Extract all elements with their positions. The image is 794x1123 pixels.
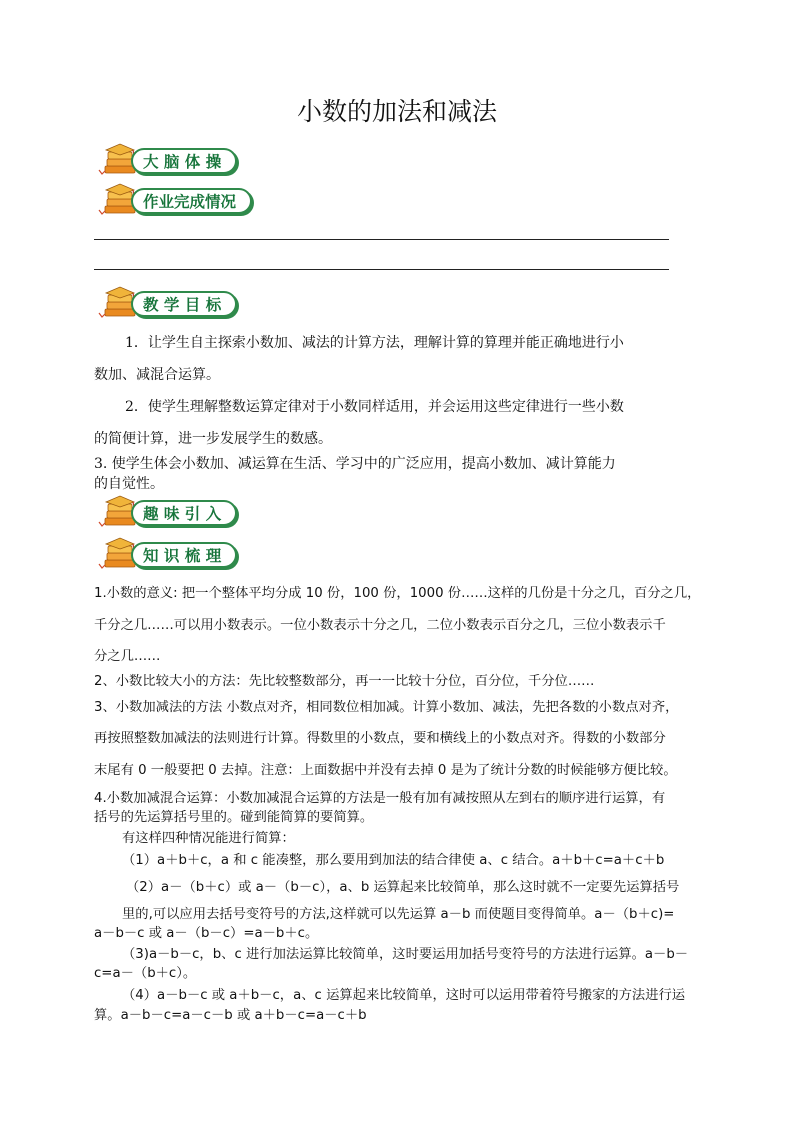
knowledge-2: 2、小数比较大小的方法：先比较整数部分，再一一比较十分位，百分位，千分位…… <box>94 674 595 689</box>
knowledge-4-line-2: 括号的先运算括号里的。碰到能简算的要简算。 <box>94 810 374 825</box>
case-3-line-2: c=a－（b＋c）。 <box>94 966 197 981</box>
case-4-line-1: （4）a－b－c 或 a＋b－c，a、c 运算起来比较简单，这时可以运用带着符号搬家的方法进行运 <box>122 988 686 1003</box>
goal-3-line-1: 3. 使学生体会小数加、减运算在生活、学习中的广泛应用，提高小数加、减计算能力 <box>94 456 616 472</box>
goal-1-line-2: 数加、减混合运算。 <box>94 367 220 383</box>
answer-line <box>94 269 669 270</box>
goal-1-line-1: 1．让学生自主探索小数加、减法的计算方法，理解计算的算理并能正确地进行小 <box>125 335 624 351</box>
case-2-line-1: （2）a－（b＋c）或 a－（b－c），a、b 运算起来比较简单，那么这时就不一定要先运算括号 <box>126 880 680 895</box>
section-title-goals: 教 学 目 标 <box>143 296 222 314</box>
goal-2-line-1: 2．使学生理解整数运算定律对于小数同样适用，并会运用这些定律进行一些小数 <box>125 399 624 415</box>
case-2-line-2: 里的,可以应用去括号变符号的方法,这样就可以先运算 a－b 而使题目变得简单。a－（b＋c)= <box>122 907 675 922</box>
knowledge-3-line-3: 末尾有 0 一般要把 0 去掉。注意：上面数据中并没有去掉 0 是为了统计分数的时候能够方便比较。 <box>94 763 677 778</box>
knowledge-3-line-2: 再按照整数加减法的法则进行计算。得数里的小数点，要和横线上的小数点对齐。得数的小数部分 <box>94 731 666 746</box>
section-title-homework: 作业完成情况 <box>143 193 237 211</box>
section-title-intro: 趣 味 引 入 <box>143 505 222 523</box>
knowledge-1-line-1: 1.小数的意义: 把一个整体平均分成 10 份，100 份，1000 份……这样的几份是十分之几，百分之几， <box>94 586 701 601</box>
case-3-line-1: （3)a－b－c，b、c 进行加法运算比较简单，这时要运用加括号变符号的方法进行运算。a－b－ <box>122 947 689 962</box>
case-1: （1）a＋b＋c，a 和 c 能凑整，那么要用到加法的结合律使 a、c 结合。a＋b＋c=a＋c＋b <box>122 853 665 868</box>
knowledge-1-line-2: 千分之几……可以用小数表示。一位小数表示十分之几，二位小数表示百分之几，三位小数表示千 <box>94 618 666 633</box>
case-2-line-3: a－b－c 或 a－（b－c）=a－b＋c。 <box>94 926 319 941</box>
knowledge-3-line-1: 3、小数加减法的方法 小数点对齐，相同数位相加减。计算小数加、减法，先把各数的小数点对齐， <box>94 700 679 715</box>
section-title-knowledge: 知 识 梳 理 <box>143 547 222 565</box>
case-4-line-2: 算。a－b－c=a－c－b 或 a＋b－c=a－c＋b <box>94 1008 367 1023</box>
knowledge-4-line-3: 有这样四种情况能进行简算： <box>122 831 295 846</box>
knowledge-1-line-3: 分之几…… <box>94 649 161 664</box>
answer-line <box>94 239 669 240</box>
knowledge-4-line-1: 4.小数加减混合运算：小数加减混合运算的方法是一般有加有减按照从左到右的顺序进行运算，有 <box>94 791 666 806</box>
section-title-warmup: 大 脑 体 操 <box>143 153 222 171</box>
goal-3-line-2: 的自觉性。 <box>94 476 164 492</box>
goal-2-line-2: 的简便计算，进一步发展学生的数感。 <box>94 431 332 447</box>
page-title: 小数的加法和减法 <box>296 97 497 126</box>
